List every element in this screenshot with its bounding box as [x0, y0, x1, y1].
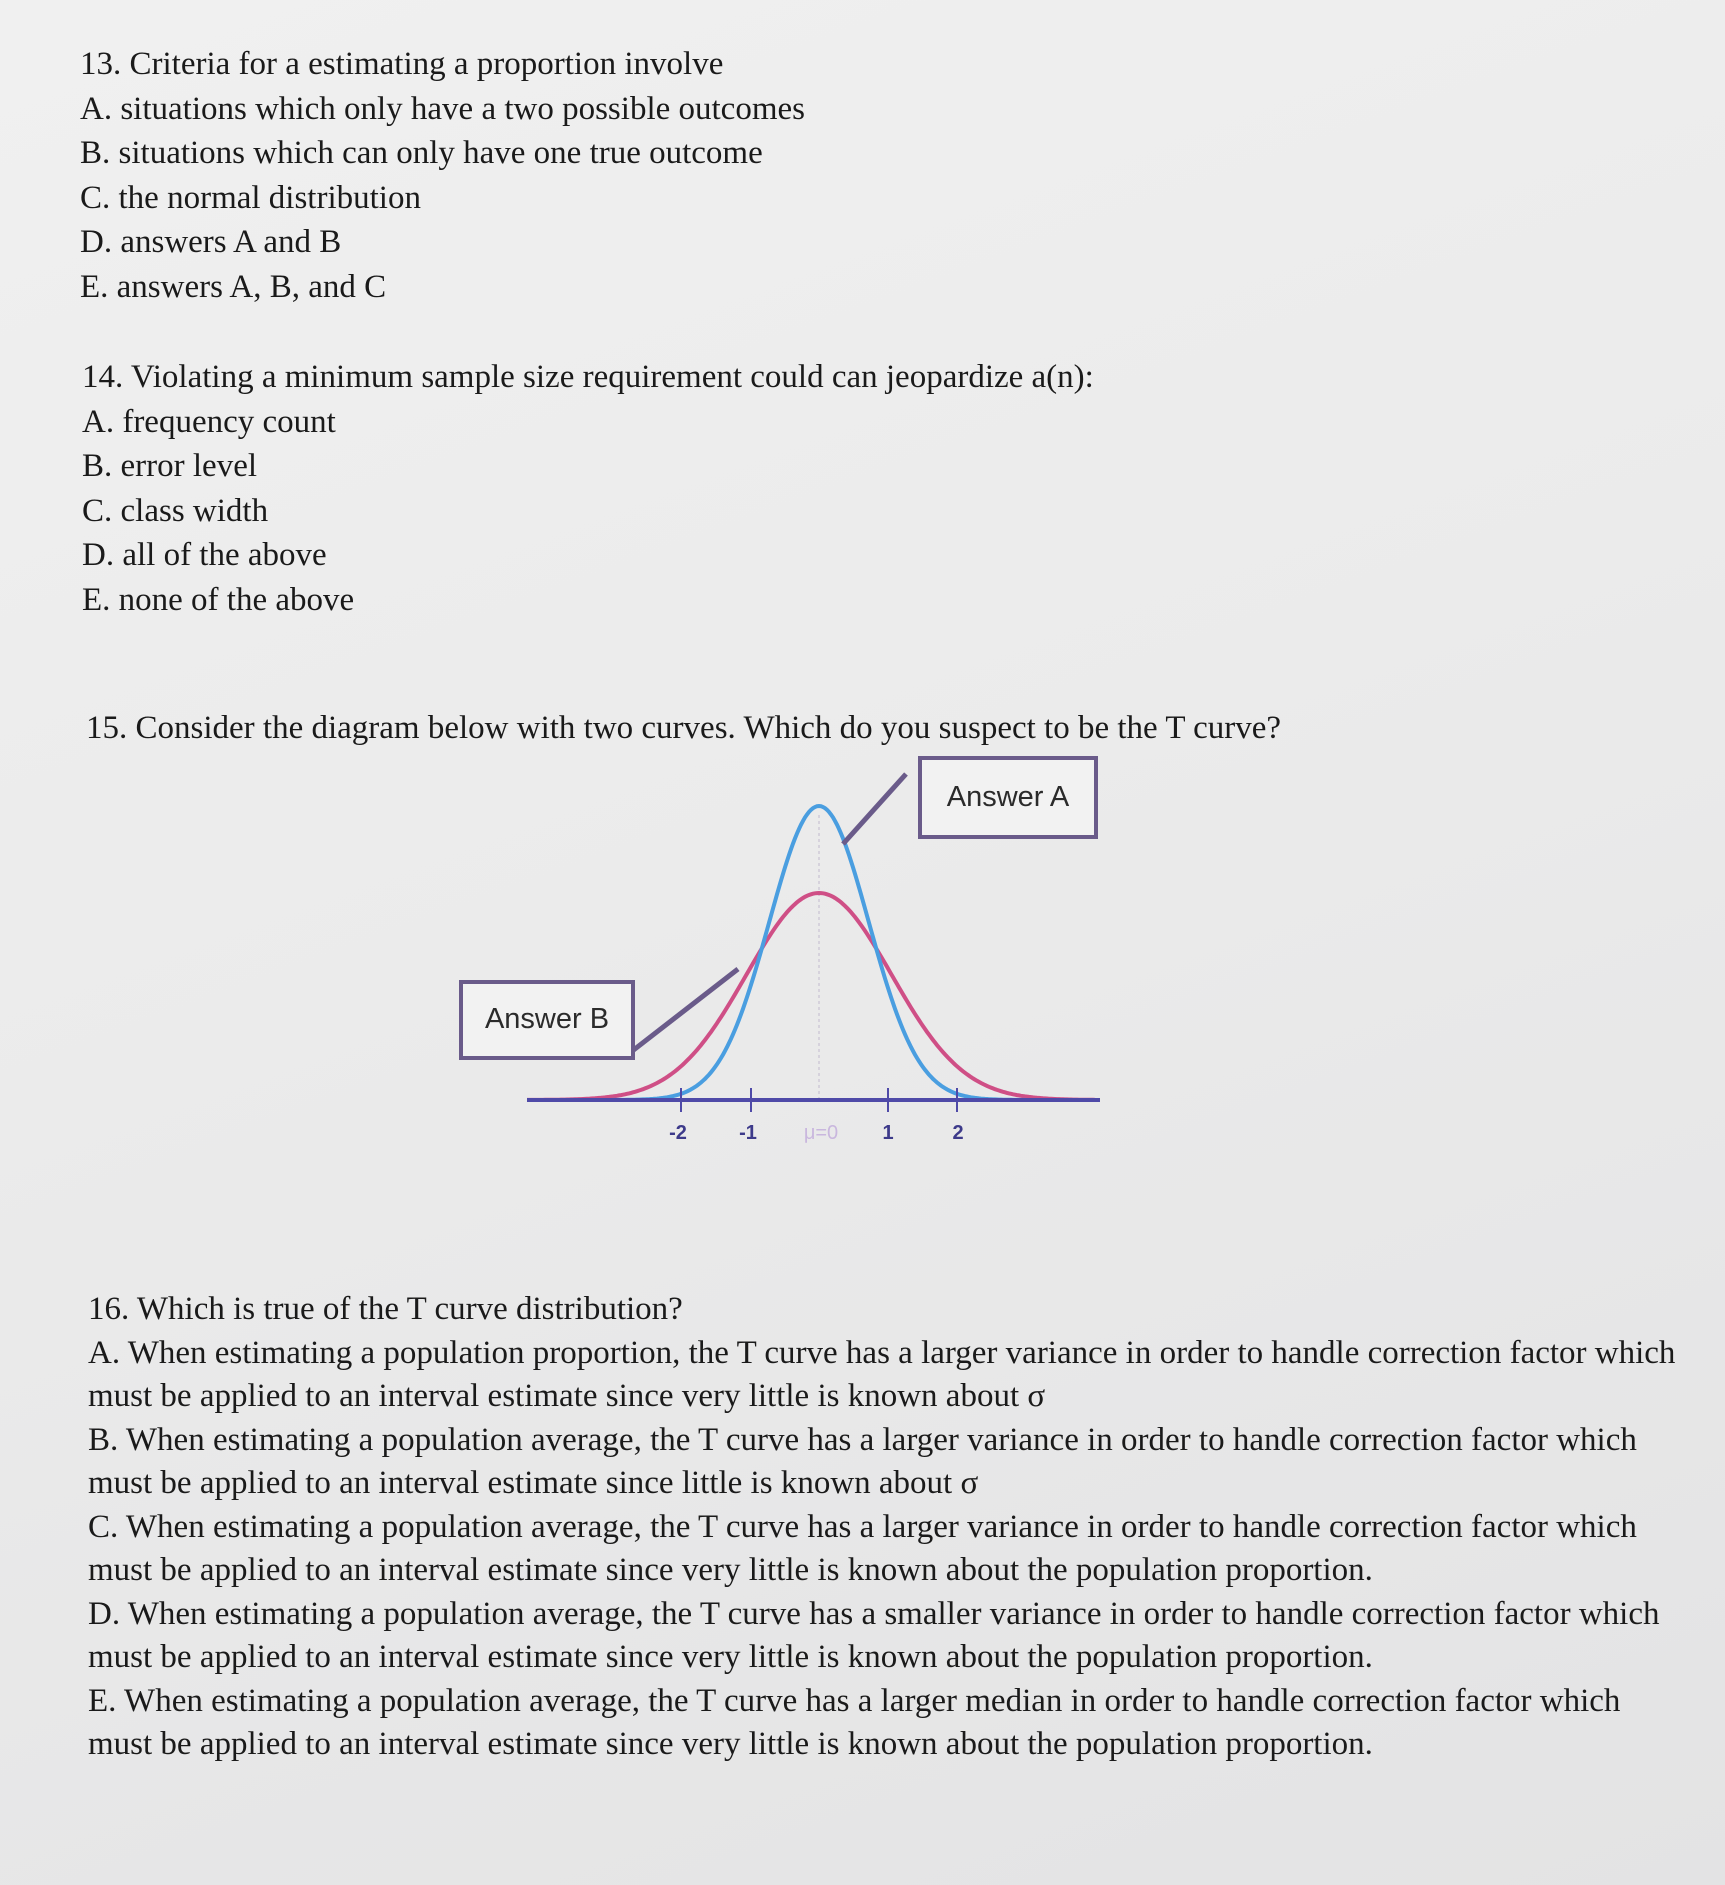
q14-option-d: D. all of the above [82, 537, 327, 573]
distribution-diagram [455, 750, 1135, 1150]
question-16-stem: 16. Which is true of the T curve distribution? [88, 1291, 683, 1327]
question-13 [80, 42, 805, 309]
tick-label-neg2: -2 [669, 1122, 687, 1144]
question-14 [82, 355, 1094, 622]
answer-a-label: Answer A [946, 781, 1070, 813]
q14-option-a: A. frequency count [82, 403, 336, 440]
q16-option-c: C. When estimating a population average, the T curve has a larger variance in order to handle correction factor which must be applied to an interval estimate since very little is known about the population proportion. [88, 1508, 1637, 1588]
q14-option-c: C. class width [82, 492, 269, 529]
q13-option-c: C. the normal distribution [80, 179, 421, 216]
answer-b-label: Answer B [484, 1003, 610, 1035]
question-15-stem: 15. Consider the diagram below with two curves. Which do you suspect to be the T curve? [86, 710, 1282, 746]
question-14-stem: 14. Violating a minimum sample size requirement could can jeopardize a(n): [82, 359, 1094, 395]
question-15 [86, 706, 1281, 751]
question-16 [88, 1288, 1688, 1767]
q13-option-b: B. situations which can only have one true outcome [80, 135, 763, 171]
q13-option-e: E. answers A, B, and C [80, 268, 387, 305]
tick-label-mu: μ=0 [803, 1122, 839, 1144]
tick-label-1: 1 [882, 1122, 894, 1144]
q16-option-d: D. When estimating a population average, the T curve has a smaller variance in order to handle correction factor which must be applied to an interval estimate since very little is known about the population proportion. [88, 1595, 1660, 1675]
question-13-stem: 13. Criteria for a estimating a proportion involve [80, 46, 724, 82]
tick-label-neg1: -1 [739, 1122, 757, 1144]
distribution-svg [455, 750, 1135, 1150]
q14-option-b: B. error level [82, 448, 258, 484]
q13-option-a: A. situations which only have a two possible outcomes [80, 90, 805, 127]
q16-option-e: E. When estimating a population average, the T curve has a larger median in order to handle correction factor which must be applied to an interval estimate since very little is known about the population proportion. [88, 1682, 1621, 1762]
q13-option-d: D. answers A and B [80, 224, 342, 260]
q14-option-e: E. none of the above [82, 581, 355, 618]
answer-a-pointer [843, 774, 906, 844]
q16-option-a: A. When estimating a population proportion, the T curve has a larger variance in order to handle correction factor which must be applied to an interval estimate since very little is known about σ [88, 1334, 1676, 1414]
answer-b-pointer [631, 969, 738, 1052]
tick-label-2: 2 [952, 1122, 964, 1144]
q16-option-b: B. When estimating a population average, the T curve has a larger variance in order to handle correction factor which must be applied to an interval estimate since little is known about σ [88, 1421, 1637, 1501]
